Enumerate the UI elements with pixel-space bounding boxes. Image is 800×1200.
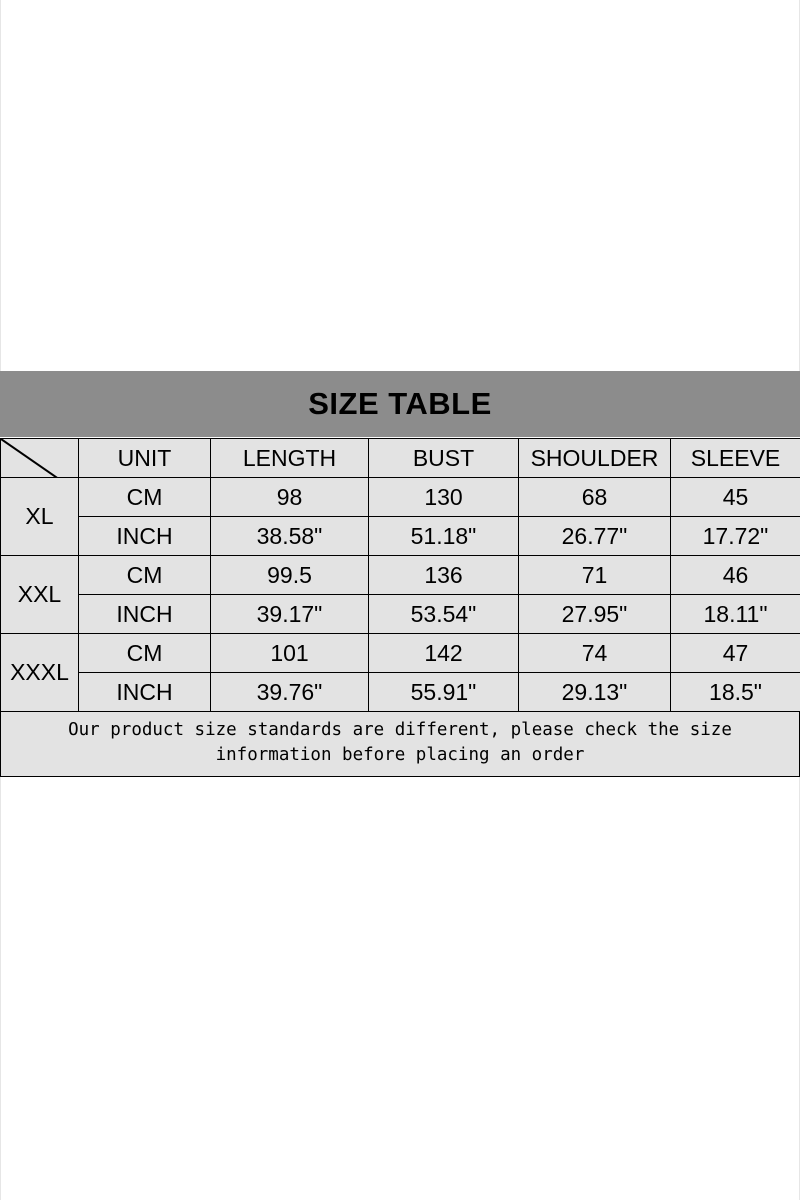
sleeve-cell: 47 xyxy=(671,634,800,673)
unit-cell: CM xyxy=(79,634,211,673)
sleeve-cell: 18.11" xyxy=(671,595,800,634)
sleeve-cell: 46 xyxy=(671,556,800,595)
bust-cell: 55.91" xyxy=(369,673,519,712)
length-cell: 39.76" xyxy=(211,673,369,712)
shoulder-cell: 26.77" xyxy=(519,517,671,556)
length-cell: 98 xyxy=(211,478,369,517)
size-table-section xyxy=(0,371,800,777)
size-label-xxl: XXL xyxy=(1,556,79,634)
bust-cell: 53.54" xyxy=(369,595,519,634)
unit-cell: INCH xyxy=(79,517,211,556)
diagonal-slash-icon xyxy=(1,439,78,477)
length-cell: 99.5 xyxy=(211,556,369,595)
table-row xyxy=(1,478,800,517)
corner-cell xyxy=(1,439,79,478)
table-row xyxy=(1,673,800,712)
header-sleeve: SLEEVE xyxy=(671,439,800,478)
header-shoulder: SHOULDER xyxy=(519,439,671,478)
table-header-row xyxy=(1,439,800,478)
bust-cell: 51.18" xyxy=(369,517,519,556)
shoulder-cell: 29.13" xyxy=(519,673,671,712)
unit-cell: INCH xyxy=(79,595,211,634)
bust-cell: 142 xyxy=(369,634,519,673)
length-cell: 39.17" xyxy=(211,595,369,634)
table-row xyxy=(1,595,800,634)
sleeve-cell: 17.72" xyxy=(671,517,800,556)
shoulder-cell: 74 xyxy=(519,634,671,673)
header-bust: BUST xyxy=(369,439,519,478)
length-cell: 101 xyxy=(211,634,369,673)
size-label-xl: XL xyxy=(1,478,79,556)
table-row xyxy=(1,517,800,556)
size-label-xxxl: XXXL xyxy=(1,634,79,712)
shoulder-cell: 27.95" xyxy=(519,595,671,634)
unit-cell: INCH xyxy=(79,673,211,712)
table-row xyxy=(1,556,800,595)
sleeve-cell: 45 xyxy=(671,478,800,517)
unit-cell: CM xyxy=(79,478,211,517)
size-table-title: SIZE TABLE xyxy=(0,371,800,438)
size-note: Our product size standards are different, please check the size information before placing an order xyxy=(0,712,800,777)
size-table xyxy=(0,438,800,712)
bust-cell: 130 xyxy=(369,478,519,517)
table-row xyxy=(1,634,800,673)
length-cell: 38.58" xyxy=(211,517,369,556)
unit-cell: CM xyxy=(79,556,211,595)
header-unit: UNIT xyxy=(79,439,211,478)
shoulder-cell: 68 xyxy=(519,478,671,517)
header-length: LENGTH xyxy=(211,439,369,478)
bust-cell: 136 xyxy=(369,556,519,595)
shoulder-cell: 71 xyxy=(519,556,671,595)
sleeve-cell: 18.5" xyxy=(671,673,800,712)
